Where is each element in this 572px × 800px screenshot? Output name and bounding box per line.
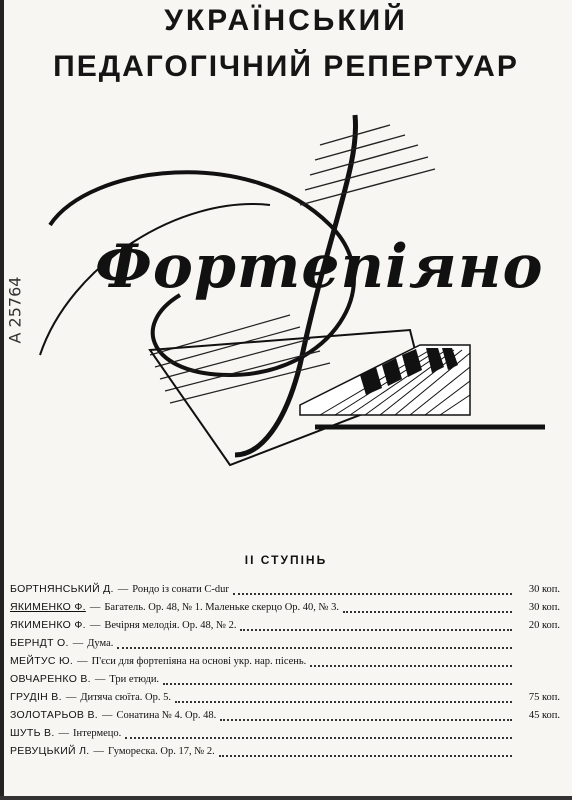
dot-leader [175, 697, 512, 703]
separator-dash: — [94, 674, 106, 685]
list-item [10, 619, 560, 637]
list-item [10, 727, 560, 745]
scan-edge-bottom [0, 796, 572, 800]
list-item [10, 673, 560, 691]
separator-dash: — [77, 656, 88, 667]
list-item [10, 655, 560, 673]
price: 30 коп. [528, 584, 560, 595]
dot-leader [117, 643, 512, 649]
work-title: Дитяча сюїта. Ор. 5. [80, 692, 171, 703]
work-title: Вечірня мелодія. Ор. 48, № 2. [104, 620, 237, 631]
composer-name: ОВЧАРЕНКО В. [10, 673, 91, 685]
composer-name: МЕЙТУС Ю. [10, 655, 74, 667]
separator-dash: — [72, 638, 84, 649]
stamp-number: А 25764 [5, 276, 25, 344]
list-item [10, 745, 560, 763]
dot-leader [310, 661, 512, 667]
separator-dash: — [93, 746, 105, 757]
dot-leader [219, 751, 512, 757]
work-title: Багатель. Ор. 48, № 1. Маленьке скерцо Ор. 40, № 3. [104, 602, 340, 613]
work-title: Рондо із сонати C-dur [132, 584, 229, 595]
composer-name: ЗОЛОТАРЬОВ В. [10, 709, 98, 721]
dot-leader [220, 715, 512, 721]
repertoire-list [10, 583, 560, 763]
dot-leader [240, 625, 512, 631]
separator-dash: — [58, 728, 70, 739]
list-item [10, 583, 560, 601]
price: 30 коп. [528, 602, 560, 613]
composer-name: ШУТЬ В. [10, 727, 55, 739]
composer-name: БЕРНДТ О. [10, 637, 69, 649]
work-title: Інтермецо. [73, 728, 122, 739]
staff-lines-upper [300, 125, 435, 205]
composer-name: ЯКИМЕНКО Ф. [10, 619, 86, 631]
section-title: II СТУПІНЬ [244, 553, 328, 567]
series-title-line2: ПЕДАГОГІЧНИЙ РЕПЕРТУАР [53, 50, 519, 83]
composer-name: ГРУДІН В. [10, 691, 62, 703]
dot-leader [233, 589, 512, 595]
work-title: Гумореска. Ор. 17, № 2. [108, 746, 215, 757]
list-item [10, 709, 560, 727]
dot-leader [163, 679, 512, 685]
piano-keyboard [300, 345, 470, 415]
separator-dash: — [101, 710, 113, 721]
list-item [10, 637, 560, 655]
series-title-line1: УКРАЇНСЬКИЙ [164, 4, 408, 37]
work-title: Дума. [87, 638, 114, 649]
separator-dash: — [117, 584, 129, 595]
composer-name: ЯКИМЕНКО Ф. [10, 601, 86, 613]
dot-leader [125, 733, 512, 739]
work-title: Три етюди. [109, 674, 160, 685]
scan-edge-left [0, 0, 4, 800]
list-item [10, 601, 560, 619]
list-item [10, 691, 560, 709]
dot-leader [343, 607, 512, 613]
separator-dash: — [89, 620, 101, 631]
separator-dash: — [65, 692, 77, 703]
price: 20 коп. [528, 620, 560, 631]
work-title: Сонатина № 4. Ор. 48. [116, 710, 217, 721]
library-stamp [2, 250, 28, 370]
work-title: П'єси для фортепіяна на основі укр. нар. пісень. [91, 656, 307, 667]
instrument-title: Фортепіяно [95, 232, 544, 302]
separator-dash: — [89, 602, 101, 613]
price: 75 коп. [528, 692, 560, 703]
composer-name: БОРТНЯНСЬКИЙ Д. [10, 583, 114, 595]
price: 45 коп. [528, 710, 560, 721]
composer-name: РЕВУЦЬКИЙ Л. [10, 745, 90, 757]
